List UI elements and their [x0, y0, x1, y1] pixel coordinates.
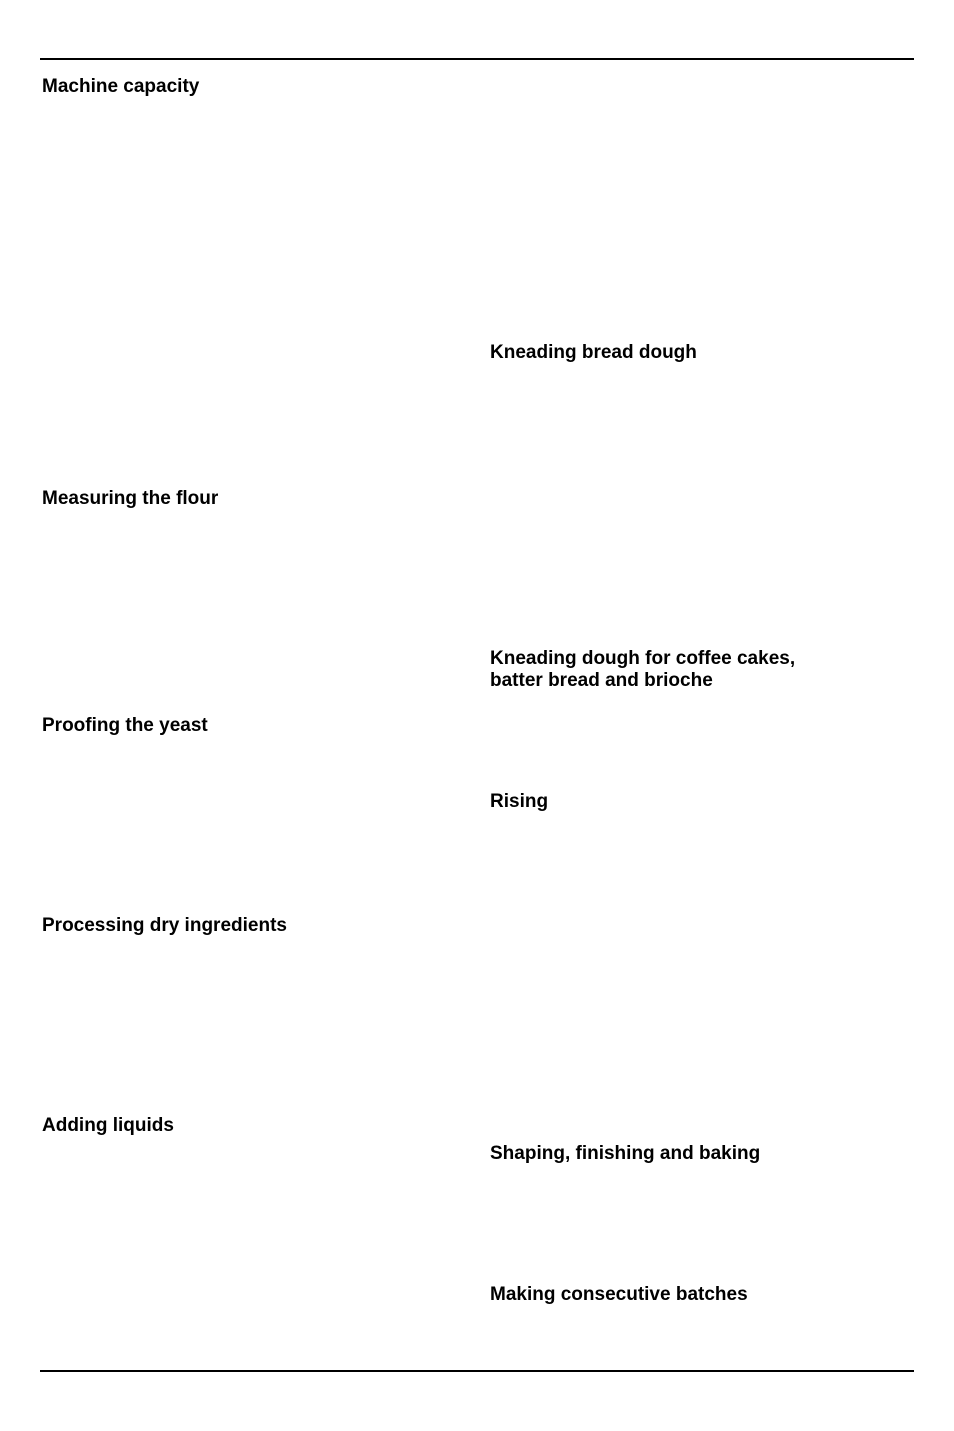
heading-kneading-dough-coffee-cakes: Kneading dough for coffee cakes, batter bread and brioche — [490, 648, 796, 691]
heading-proofing-the-yeast: Proofing the yeast — [42, 715, 208, 736]
heading-rising: Rising — [490, 791, 549, 812]
bottom-divider — [40, 1370, 914, 1372]
heading-kneading-bread-dough: Kneading bread dough — [490, 342, 697, 363]
heading-measuring-the-flour: Measuring the flour — [42, 488, 219, 509]
heading-making-consecutive-batches: Making consecutive batches — [490, 1284, 748, 1305]
heading-machine-capacity: Machine capacity — [42, 76, 200, 97]
heading-processing-dry-ingredients: Processing dry ingredients — [42, 915, 287, 936]
top-divider — [40, 58, 914, 60]
heading-shaping-finishing-baking: Shaping, finishing and baking — [490, 1143, 761, 1164]
heading-adding-liquids: Adding liquids — [42, 1115, 174, 1136]
